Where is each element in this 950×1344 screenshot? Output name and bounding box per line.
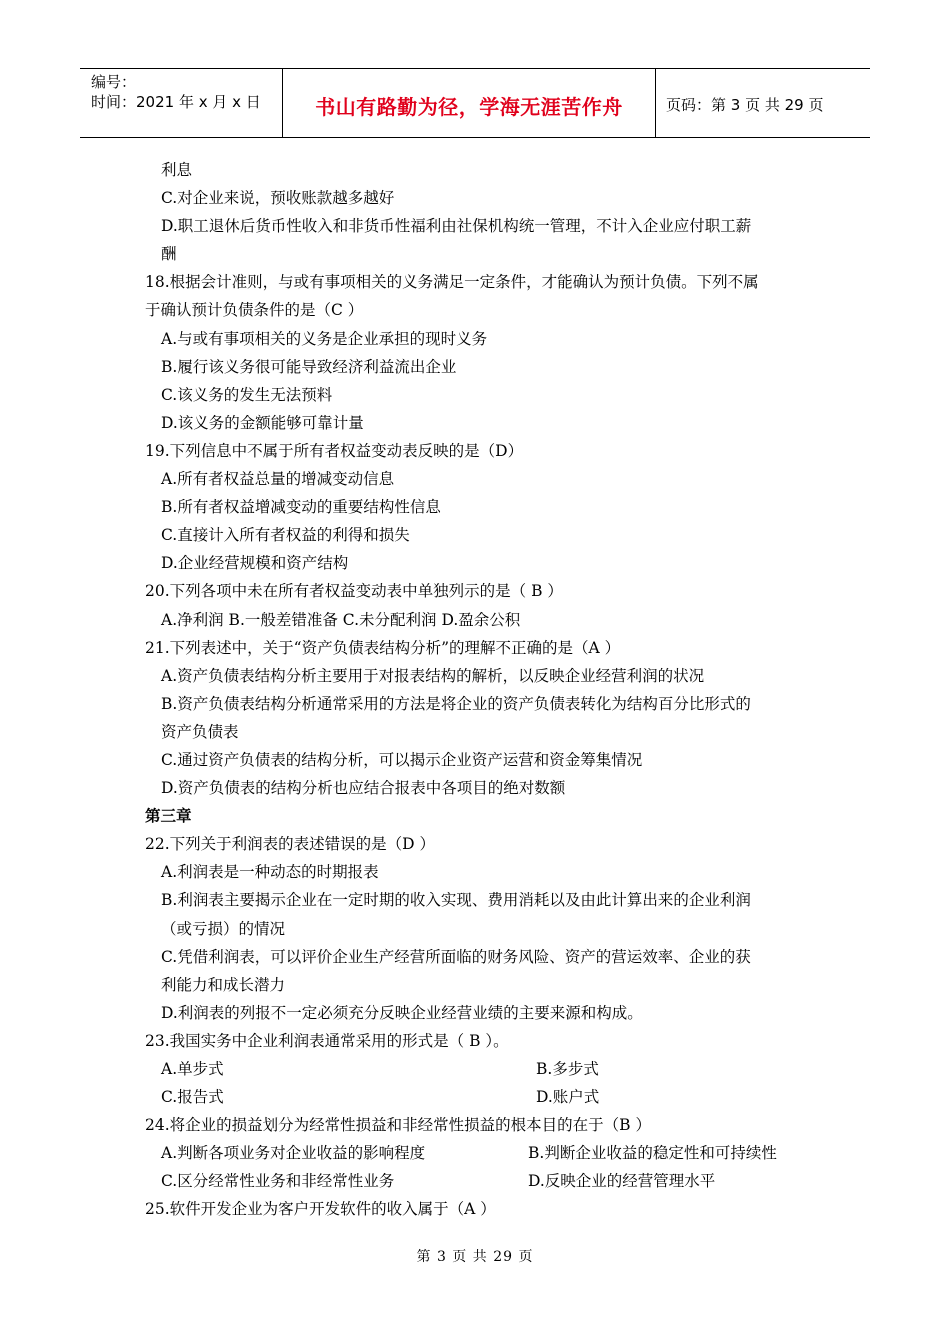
- options-row: [145, 1083, 815, 1111]
- option-b: B.履行该义务很可能导致经济利益流出企业: [161, 357, 457, 376]
- time-label: 时间：2021 年 x 月 x 日: [91, 93, 261, 111]
- page-code: 页码：第 3 页 共 29 页: [666, 96, 824, 114]
- options-row: [145, 1167, 815, 1195]
- header-info-cell: [80, 69, 280, 137]
- option-d: D.资产负债表的结构分析也应结合报表中各项目的绝对数额: [161, 779, 566, 798]
- option-a: A.与或有事项相关的义务是企业承担的现时义务: [161, 329, 488, 348]
- option-b: B.资产负债表结构分析通常采用的方法是将企业的资产负债表转化为结构百分比形式的: [161, 694, 751, 713]
- question-23: 23.我国实务中企业利润表通常采用的形式是（ B ）。: [145, 1031, 509, 1050]
- option-b: B.利润表主要揭示企业在一定时期的收入实现、费用消耗以及由此计算出来的企业利润: [161, 891, 751, 910]
- option-a: A.判断各项业务对企业收益的影响程度: [161, 1144, 426, 1163]
- option-b: B.多步式: [536, 1060, 599, 1078]
- option-d: D.利润表的列报不一定必须充分反映企业经营业绩的主要来源和构成。: [161, 1003, 643, 1022]
- option-c: C.对企业来说，预收账款越多越好: [161, 189, 395, 208]
- option-d: D.企业经营规模和资产结构: [161, 554, 349, 573]
- header-page-cell: [656, 69, 870, 137]
- option-c: C.报告式: [161, 1088, 224, 1107]
- text-line: （或亏损）的情况: [161, 919, 286, 938]
- document-body: [145, 156, 815, 1224]
- question-18: 18.根据会计准则，与或有事项相关的义务满足一定条件，才能确认为预计负债。下列不属: [145, 273, 759, 292]
- question-20: 20.下列各项中未在所有者权益变动表中单独列示的是（ B ）: [145, 582, 563, 601]
- motto: 书山有路勤为径，学海无涯苦作舟: [315, 95, 623, 119]
- page-header: [80, 68, 870, 138]
- option-a: A.资产负债表结构分析主要用于对报表结构的解析，以反映企业经营利润的状况: [161, 666, 705, 685]
- number-label: 编号：: [91, 73, 137, 91]
- chapter-heading: 第三章: [145, 806, 192, 826]
- options-row: [145, 1055, 815, 1083]
- question-24: 24.将企业的损益划分为经常性损益和非经常性损益的根本目的在于（B ）: [145, 1116, 651, 1135]
- header-motto-cell: [282, 69, 656, 137]
- option-a: A.所有者权益总量的增减变动信息: [161, 470, 395, 489]
- option-c: C.该义务的发生无法预料: [161, 385, 333, 404]
- text-line: 资产负债表: [161, 722, 239, 741]
- options-inline: A.净利润 B.一般差错准备 C.未分配利润 D.盈余公积: [161, 610, 521, 629]
- option-d: D.反映企业的经营管理水平: [528, 1172, 716, 1191]
- question-22: 22.下列关于利润表的表述错误的是（D ）: [145, 835, 436, 854]
- option-c: C.凭借利润表，可以评价企业生产经营所面临的财务风险、资产的营运效率、企业的获: [161, 947, 751, 966]
- option-c: C.区分经常性业务和非经常性业务: [161, 1172, 395, 1191]
- option-a: A.单步式: [161, 1060, 224, 1078]
- option-b: B.判断企业收益的稳定性和可持续性: [528, 1144, 777, 1163]
- option-d: D.账户式: [536, 1088, 600, 1107]
- question-25: 25.软件开发企业为客户开发软件的收入属于（A ）: [145, 1200, 496, 1219]
- text-line: 利息: [161, 161, 193, 179]
- option-b: B.所有者权益增减变动的重要结构性信息: [161, 498, 441, 517]
- options-row: [145, 1139, 815, 1167]
- option-a: A.利润表是一种动态的时期报表: [161, 863, 379, 882]
- text-line: 于确认预计负债条件的是（C ）: [145, 301, 364, 320]
- page-footer: 第 3 页 共 29 页: [416, 1249, 534, 1265]
- text-line: 利能力和成长潜力: [161, 975, 286, 994]
- question-19: 19.下列信息中不属于所有者权益变动表反映的是（D）: [145, 441, 524, 460]
- text-line: 酬: [161, 245, 177, 264]
- option-c: C.直接计入所有者权益的利得和损失: [161, 526, 410, 545]
- option-d: D.该义务的金额能够可靠计量: [161, 413, 364, 432]
- option-c: C.通过资产负债表的结构分析，可以揭示企业资产运营和资金筹集情况: [161, 750, 643, 769]
- question-21: 21.下列表述中，关于“资产负债表结构分析”的理解不正确的是（A ）: [145, 638, 621, 657]
- option-d: D.职工退休后货币性收入和非货币性福利由社保机构统一管理，不计入企业应付职工薪: [161, 217, 752, 236]
